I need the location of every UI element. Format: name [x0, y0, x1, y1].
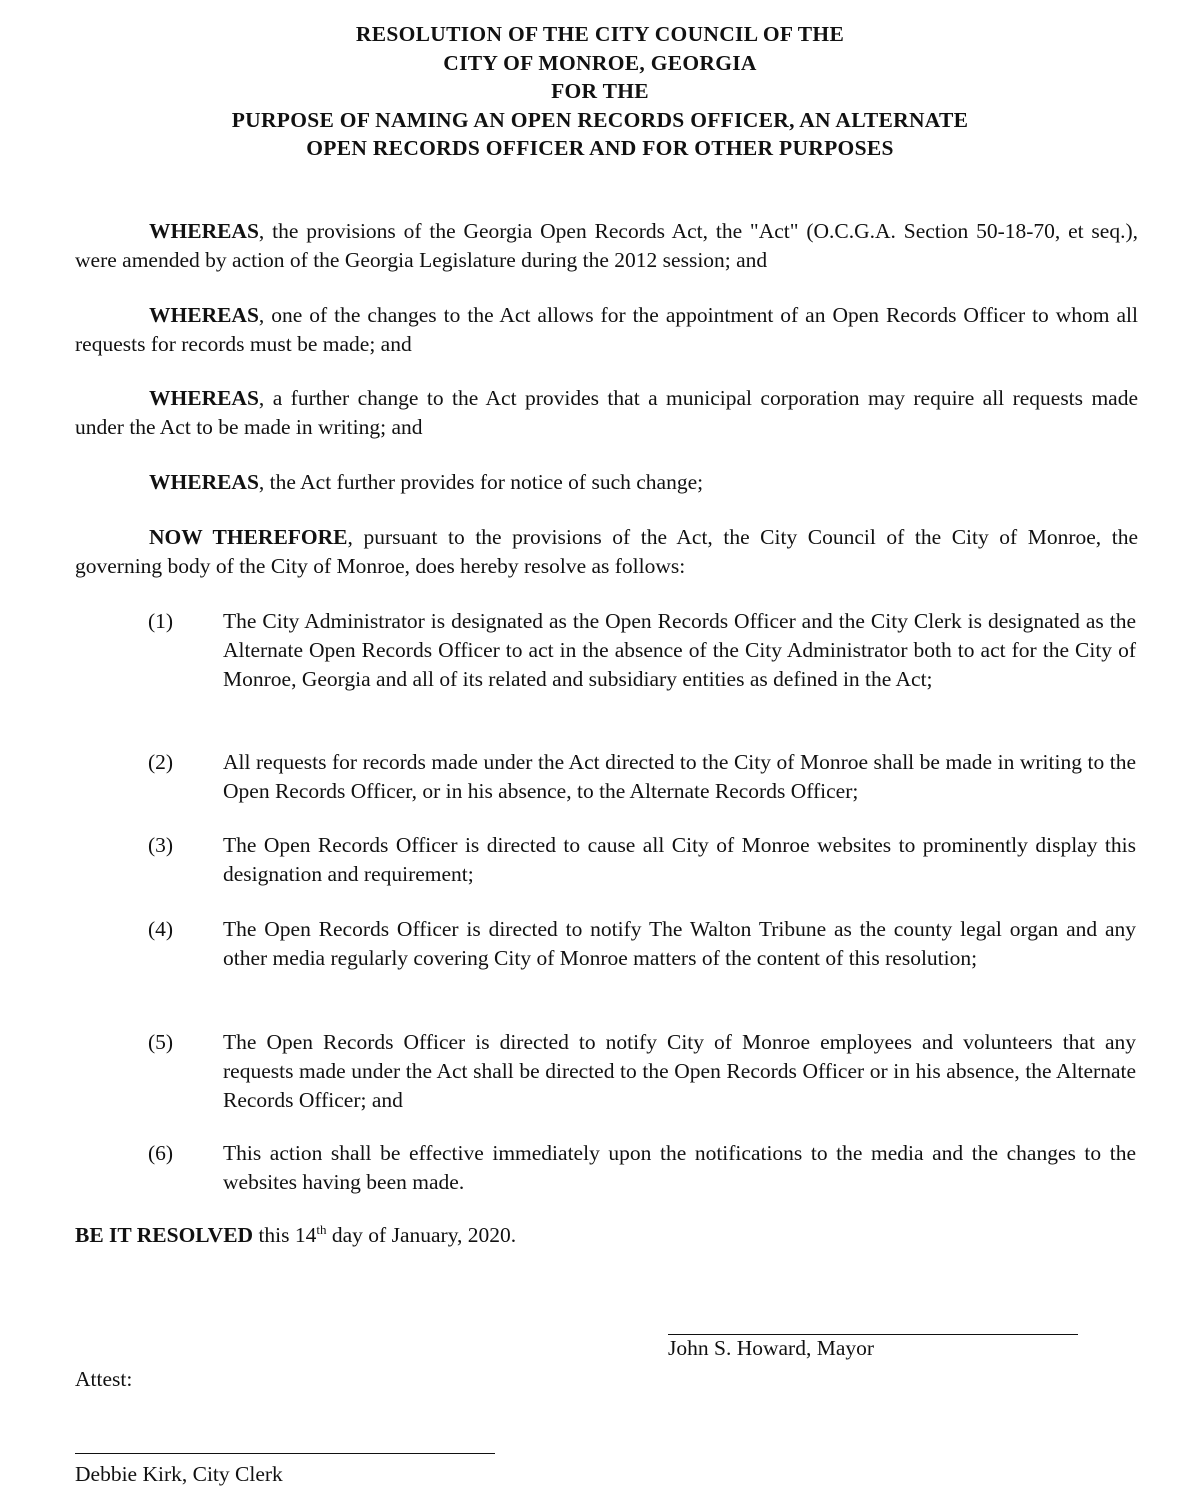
item-number: (6) [148, 1141, 174, 1165]
item-number: (5) [148, 1030, 174, 1054]
resolved-pre: this 14 [253, 1223, 317, 1247]
title-line: PURPOSE OF NAMING AN OPEN RECORDS OFFICER, AN ALTERNATE [231, 107, 969, 132]
recital-text: , one of the changes to the Act allows for the appointment of an Open Records Officer to whom all requests for records must be made; and [75, 303, 1138, 356]
now-therefore-paragraph [75, 523, 1138, 581]
item-text: The Open Records Officer is directed to cause all City of Monroe websites to prominently display this designation and requirement; [223, 833, 1136, 886]
item-text: The Open Records Officer is directed to notify City of Monroe employees and volunteers that any requests made under the Act shall be directed to the Open Records Officer or in his absence, the Alternate Records Officer; and [223, 1030, 1136, 1112]
recital-lead: WHEREAS [149, 470, 259, 494]
item-text: The Open Records Officer is directed to notify The Walton Tribune as the county legal organ and any other media regularly covering City of Monroe matters of the content of this resolution; [223, 917, 1136, 970]
recital-text: , pursuant to the provisions of the Act, the City Council of the City of Monroe, the governing body of the City of Monroe, does hereby resolve as follows: [75, 525, 1139, 578]
item-number: (1) [148, 609, 174, 633]
resolved-post: day of January, 2020. [326, 1223, 517, 1247]
title-line: CITY OF MONROE, GEORGIA [443, 50, 757, 75]
recital-paragraph [75, 217, 1138, 275]
item-text: The City Administrator is designated as the Open Records Officer and the City Clerk is designated as the Alternate Open Records Officer to act in the absence of the City Administrator both to act for the City of Monroe, Georgia and all of its related and subsidiary entities as defined in the Act; [223, 609, 1136, 691]
recital-paragraph [75, 301, 1138, 359]
clerk-name: Debbie Kirk, City Clerk [75, 1462, 283, 1486]
recital-text: , the Act further provides for notice of such change; [258, 470, 704, 494]
item-number: (3) [148, 833, 174, 857]
recital-lead: WHEREAS [149, 386, 259, 410]
title-line: FOR THE [551, 79, 649, 103]
resolved-line [75, 1221, 516, 1250]
resolved-ordinal: th [316, 1222, 327, 1237]
recital-lead: WHEREAS [149, 219, 259, 243]
item-text: This action shall be effective immediately upon the notifications to the media and the changes to the websites having been made. [223, 1141, 1136, 1194]
recital-lead: NOW THEREFORE [149, 525, 348, 549]
item-number: (2) [148, 750, 174, 774]
recital-text: , the provisions of the Georgia Open Records Act, the "Act" (O.C.G.A. Section 50-18-70, et seq.), were amended by action of the Georgia Legislature during the 2012 session; and [75, 219, 1138, 272]
recital-lead: WHEREAS [149, 303, 259, 327]
recital-text: , a further change to the Act provides that a municipal corporation may require all requests made under the Act to be made in writing; and [75, 386, 1138, 439]
document-title [0, 20, 1200, 163]
mayor-name: John S. Howard, Mayor [668, 1336, 875, 1360]
recital-paragraph [75, 384, 1138, 442]
item-text: All requests for records made under the Act directed to the City of Monroe shall be made in writing to the Open Records Officer, or in his absence, to the Alternate Records Officer; [223, 750, 1136, 803]
recital-paragraph [75, 468, 1138, 497]
clerk-signature-line [75, 1453, 495, 1454]
attest-label: Attest: [75, 1367, 133, 1391]
item-number: (4) [148, 917, 174, 941]
resolved-lead: BE IT RESOLVED [75, 1223, 254, 1247]
title-line: OPEN RECORDS OFFICER AND FOR OTHER PURPOSES [306, 136, 894, 160]
title-line: RESOLUTION OF THE CITY COUNCIL OF THE [355, 22, 845, 46]
